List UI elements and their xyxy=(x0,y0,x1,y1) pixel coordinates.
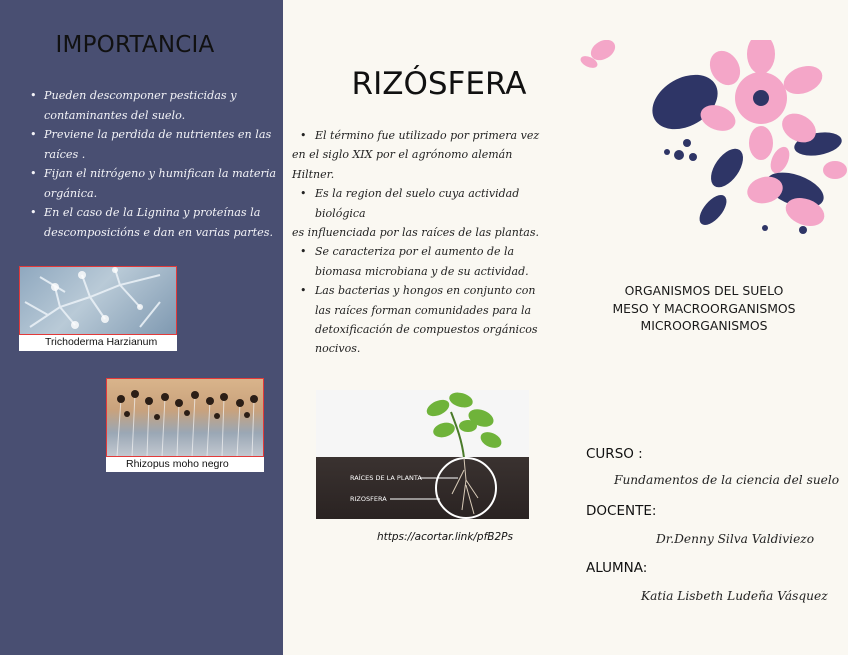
text-line: • Se caracteriza por el aumento de la xyxy=(292,242,547,261)
organisms-line: MICROORGANISMOS xyxy=(640,318,768,333)
plant-leaves xyxy=(424,390,504,451)
rhizosphere-circle xyxy=(436,458,496,518)
source-link[interactable]: https://acortar.link/pfB2Ps xyxy=(377,531,513,543)
text-line: • Las bacterias y hongos en conjunto con xyxy=(292,281,547,300)
text-line: • El término fue utilizado por primera vez xyxy=(292,126,547,145)
text-line: • Es la region del suelo cuya actividad xyxy=(292,184,547,203)
docente-value: Dr.Denny Silva Valdiviezo xyxy=(656,532,815,546)
alumna-value: Katia Lisbeth Ludeña Vásquez xyxy=(641,589,828,603)
organisms-block xyxy=(583,282,825,335)
importancia-item: • Previene la perdida de nutrientes en las raíces . xyxy=(30,125,278,164)
importancia-item: • Fijan el nitrógeno y humifican la materia orgánica. xyxy=(30,164,278,203)
rizosfera-label: RIZOSFERA xyxy=(350,495,387,503)
text-line: Hiltner. xyxy=(292,167,335,181)
left-panel xyxy=(0,0,283,655)
rhizopus-photo xyxy=(106,378,264,457)
rizosfera-text xyxy=(292,126,547,359)
importancia-heading: IMPORTANCIA xyxy=(55,32,215,58)
plant-stem xyxy=(451,412,464,458)
text-line: biológica xyxy=(315,206,366,220)
importancia-list xyxy=(30,86,278,242)
importancia-item: • En el caso de la Lignina y proteínas la descomposicións e dan en varias partes. xyxy=(30,203,278,242)
flower-decoration xyxy=(575,40,848,245)
docente-label: DOCENTE: xyxy=(586,503,657,519)
alumna-label: ALUMNA: xyxy=(586,560,648,576)
roots-label: RAÍCES DE LA PLANTA xyxy=(350,474,422,482)
curso-label: CURSO : xyxy=(586,446,643,462)
text-line: en el siglo XIX por el agrónomo alemán xyxy=(292,148,513,162)
text-line: es influenciada por las raíces de las plantas. xyxy=(292,226,539,240)
organisms-line: MESO Y MACROORGANISMOS xyxy=(612,300,796,316)
trichoderma-photo xyxy=(19,266,177,335)
rhizosphere-figure xyxy=(316,390,529,519)
plant-roots xyxy=(452,458,478,514)
text-line: nocivos. xyxy=(315,342,361,356)
rhizopus-caption: Rhizopus moho negro xyxy=(106,457,264,472)
trichoderma-caption: Trichoderma Harzianum xyxy=(19,335,177,351)
text-line: las raíces forman comunidades para la xyxy=(315,303,532,317)
text-line: detoxificación de compuestos orgánicos xyxy=(315,323,538,337)
importancia-item: • Pueden descomponer pesticidas y contaminantes del suelo. xyxy=(30,86,278,125)
organisms-line: ORGANISMOS DEL SUELO xyxy=(624,283,784,298)
text-line: biomasa microbiana y de su actividad. xyxy=(315,264,529,278)
curso-value: Fundamentos de la ciencia del suelo xyxy=(614,473,840,487)
rizosfera-title: RIZÓSFERA xyxy=(351,66,527,102)
